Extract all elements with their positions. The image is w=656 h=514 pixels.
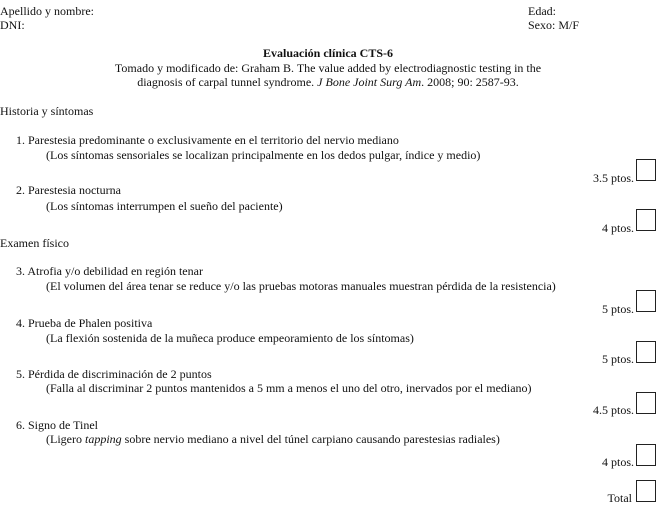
item-6-desc	[46, 432, 500, 446]
item-3-checkbox[interactable]	[636, 290, 656, 312]
page-title: Evaluación clínica CTS-6	[262, 46, 393, 60]
total-box[interactable]	[636, 480, 656, 502]
age-label: Edad:	[528, 4, 556, 18]
item-5-checkbox[interactable]	[636, 392, 656, 414]
item-5-title: 5. Pérdida de discriminación de 2 puntos	[16, 367, 212, 381]
item-1-points: 3.5 ptos.	[592, 171, 634, 185]
citation-details: . 2008; 90: 2587-93.	[421, 75, 519, 89]
item-3-title: 3. Atrofia y/o debilidad en región tenar	[16, 264, 203, 278]
section-exam: Examen físico	[0, 236, 69, 250]
item-6-checkbox[interactable]	[636, 444, 656, 466]
citation-line-1: Tomado y modificado de: Graham B. The value added by electrodiagnostic testing in the	[114, 61, 542, 75]
item-2-title: 2. Parestesia nocturna	[16, 183, 121, 197]
item-3-points: 5 ptos.	[601, 302, 634, 316]
item-2-desc: (Los síntomas interrumpen el sueño del paciente)	[46, 199, 283, 213]
item-6-desc-start: (Ligero	[46, 432, 85, 446]
item-2-points: 4 ptos.	[601, 221, 634, 235]
item-5-points: 4.5 ptos.	[592, 403, 634, 417]
item-6-desc-end: sobre nervio mediano a nivel del túnel carpiano causando parestesias radiales)	[121, 432, 500, 446]
section-history: Historia y síntomas	[0, 104, 94, 118]
sex-label: Sexo: M/F	[528, 18, 580, 32]
item-1-title: 1. Parestesia predominante o exclusivamente en el territorio del nervio mediano	[16, 133, 399, 147]
item-6-points: 4 ptos.	[601, 455, 634, 469]
item-4-title: 4. Prueba de Phalen positiva	[16, 316, 153, 330]
item-1-checkbox[interactable]	[636, 159, 656, 181]
item-4-points: 5 ptos.	[601, 352, 634, 366]
item-5-desc: (Falla al discriminar 2 puntos mantenidos a 5 mm a menos el uno del otro, inervados por el mediano)	[46, 381, 532, 395]
citation-line-2	[0, 75, 656, 89]
citation-journal: J Bone Joint Surg Am	[317, 75, 422, 89]
item-6-desc-italic: tapping	[84, 432, 122, 446]
item-2-checkbox[interactable]	[636, 209, 656, 231]
item-3-desc: (El volumen del área tenar se reduce y/o las pruebas motoras manuales muestran pérdida de la resistencia)	[46, 279, 556, 293]
item-1-desc: (Los síntomas sensoriales se localizan principalmente en los dedos pulgar, índice y medio)	[46, 148, 481, 162]
dni-label: DNI:	[0, 18, 25, 32]
total-label: Total	[607, 491, 632, 505]
item-4-desc: (La flexión sostenida de la muñeca produce empeoramiento de los síntomas)	[46, 331, 414, 345]
name-label: Apellido y nombre:	[0, 4, 94, 18]
citation-text: diagnosis of carpal tunnel syndrome.	[137, 75, 315, 89]
item-6-title: 6. Signo de Tinel	[16, 418, 99, 432]
item-4-checkbox[interactable]	[636, 341, 656, 363]
